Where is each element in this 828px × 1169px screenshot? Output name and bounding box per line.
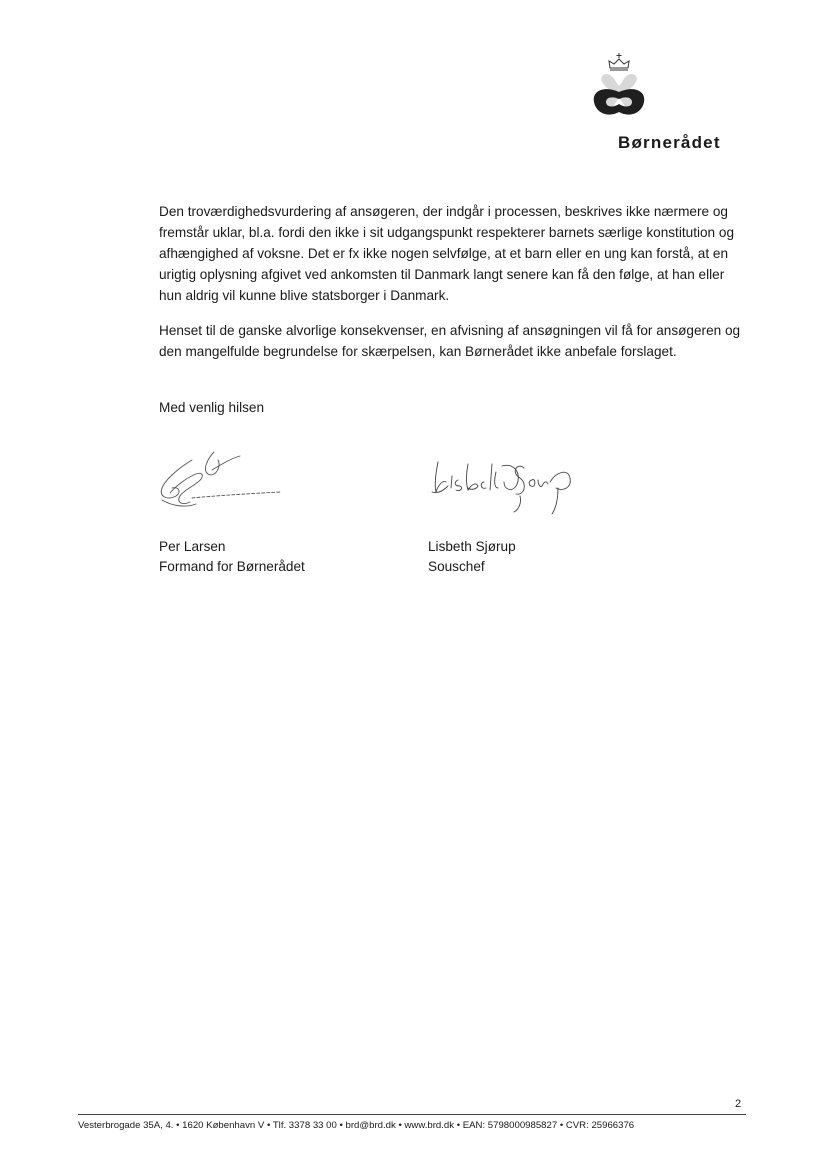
page-number: 2 bbox=[735, 1098, 742, 1110]
closing-salutation: Med venlig hilsen bbox=[159, 400, 265, 415]
footer-contact-info: Vesterbrogade 35A, 4. • 1620 København V • Tlf. 3378 33 00 • brd@brd.dk • www.brd.dk • EAN: 5798000985827 • CVR: 25966376 bbox=[78, 1120, 635, 1131]
crown-heart-logo-icon bbox=[588, 52, 650, 124]
signatory-name: Per Larsen bbox=[159, 539, 226, 554]
signatory-per-larsen bbox=[159, 537, 305, 577]
body-paragraph-1: Den troværdighedsvurdering af ansøgeren, der indgår i processen, beskrives ikke nærmere og fremstår uklar, bl.a. fordi den ikke i sit udgangspunkt respekterer barnets særlige konstitution og afhængighed af voksne. Det er fx ikke nogen selvfølge, at et barn eller en ung kan forstå, at en urigtig oplysning afgivet ved ankomsten til Danmark langt senere kan få den følge, at han eller hun aldrig vil kunne blive statsborger i Danmark. bbox=[159, 204, 735, 303]
signature-lisbeth-sjorup bbox=[424, 452, 584, 518]
signature-per-larsen bbox=[152, 448, 287, 518]
footer-divider bbox=[78, 1114, 746, 1115]
signatory-title: Formand for Børnerådet bbox=[159, 559, 305, 574]
signatory-title: Souschef bbox=[428, 559, 485, 574]
body-paragraph-2: Henset til de ganske alvorlige konsekvenser, en afvisning af ansøgningen vil få for ansøgeren og den mangelfulde begrundelse for skærpelsen, kan Børnerådet ikke anbefale forslaget. bbox=[159, 323, 741, 359]
signatory-name: Lisbeth Sjørup bbox=[428, 539, 516, 554]
organization-name: Børnerådet bbox=[618, 133, 721, 152]
signatory-lisbeth-sjorup bbox=[428, 537, 516, 577]
